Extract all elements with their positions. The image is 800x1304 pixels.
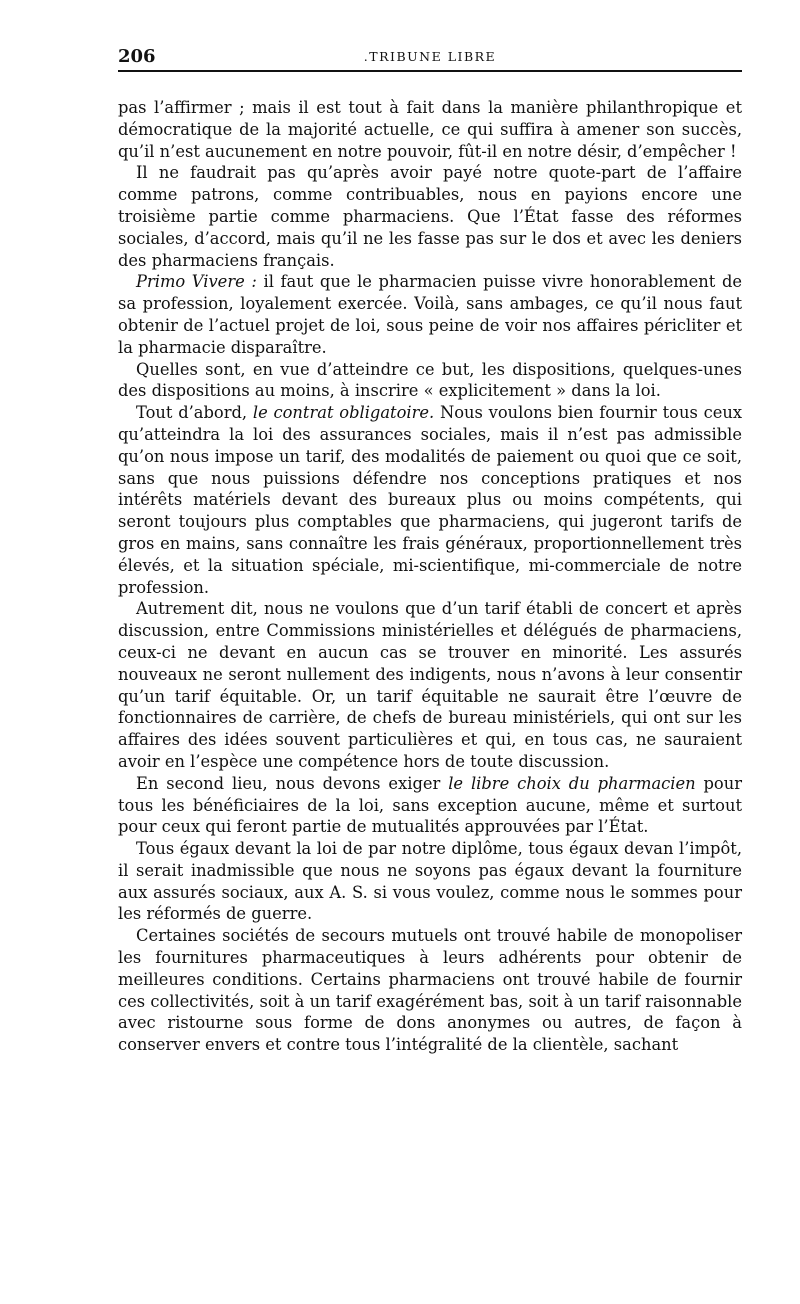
header-rule xyxy=(118,70,742,72)
emphasis-libre-choix: le libre choix du pharmacien xyxy=(448,773,696,793)
running-title: .TRIBUNE LIBRE xyxy=(363,49,497,64)
paragraph-8: Tous égaux devant la loi de par notre diplôme, tous égaux devan l’impôt, il serait inadmissible que nous ne soyons pas égaux devant la fourniture aux assurés sociaux, aux A. S. si vous voulez, comme nous le sommes pour les réformés de guerre. xyxy=(118,839,742,924)
emphasis-contrat: le contrat obligatoire. xyxy=(252,403,435,423)
paragraph-1: pas l’affirmer ; mais il est tout à fait dans la manière philanthropique et démocratique de la majorité actuelle, ce qui suffira à amener son succès, qu’il n’est aucunement en notre pouvoir, fût-il en notre désir, d’empêcher ! xyxy=(118,98,742,161)
paragraph-9: Certaines sociétés de secours mutuels ont trouvé habile de monopoliser les fournitures pharmaceutiques à leurs adhérents pour obtenir de meilleures conditions. Certains pharmaciens ont trouvé habile de fournir ces collectivités, soit à un tarif exagérément bas, soit à un tarif raisonnable avec ristourne sous forme de dons anonymes ou autres, de façon à conserver envers et contre tous l’intégralité de la clientèle, sachant xyxy=(118,926,742,1055)
paragraph-5: Tout d’abord, le contrat obligatoire. Nous voulons bien fournir tous ceux qu’atteindra la loi des assurances sociales, mais il n’est pas admissible qu’on nous impose un tarif, des modalités de paiement ou quoi que ce soit, sans que nous puissions défendre nos conceptions pratiques et nos intérêts matériels devant des bureaux plus ou moins compétents, qui seront toujours plus comptables que pharmaciens, qui jugeront tarifs de gros en mains, sans connaître les frais généraux, proportionnellement très élevés, et la situation spéciale, mi-scientifique, mi-commerciale de notre profession. xyxy=(118,403,742,597)
page-number: 206 xyxy=(118,46,156,67)
latin-phrase: Primo Vivere : xyxy=(136,272,257,292)
paragraph-3: Primo Vivere : il faut que le pharmacien puisse vivre honorablement de sa profession, loyalement exercée. Voilà, sans ambages, ce qu’il nous faut obtenir de l’actuel projet de loi, sous peine de voir nos affaires péricliter et la pharmacie disparaître. xyxy=(118,272,742,357)
paragraph-7: En second lieu, nous devons exiger le libre choix du pharmacien pour tous les bénéficiaires de la loi, sans exception aucune, même et surtout pour ceux qui feront partie de mutualités approuvées par l’État. xyxy=(118,773,742,837)
paragraph-6: Autrement dit, nous ne voulons que d’un tarif établi de concert et après discussion, entre Commissions ministérielles et délégués de pharmaciens, ceux-ci ne devant en aucun cas se trouver en minorité. Les assurés nouveaux ne seront nullement des indigents, nous n’avons à leur consentir qu’un tarif équitable. Or, un tarif équitable ne saurait être l’œuvre de fonctionnaires de carrière, de chefs de bureau ministériels, qui ont sur les affaires des idées souvent particulières et qui, en tous cas, ne sauraient avoir en l’espèce une compétence hors de toute discussion. xyxy=(118,599,742,771)
page-header xyxy=(118,46,742,68)
paragraph-4: Quelles sont, en vue d’atteindre ce but, les dispositions, quelques-unes des dispositions au moins, à inscrire « explicitement » dans la loi. xyxy=(118,359,742,401)
body-text xyxy=(118,97,742,1056)
paragraph-2: Il ne faudrait pas qu’après avoir payé notre quote-part de l’affaire comme patrons, comme contribuables, nous en payions encore une troisième partie comme pharmaciens. Que l’État fasse des réformes sociales, d’accord, mais qu’il ne les fasse pas sur le dos et avec les deniers des pharmaciens français. xyxy=(118,163,742,270)
